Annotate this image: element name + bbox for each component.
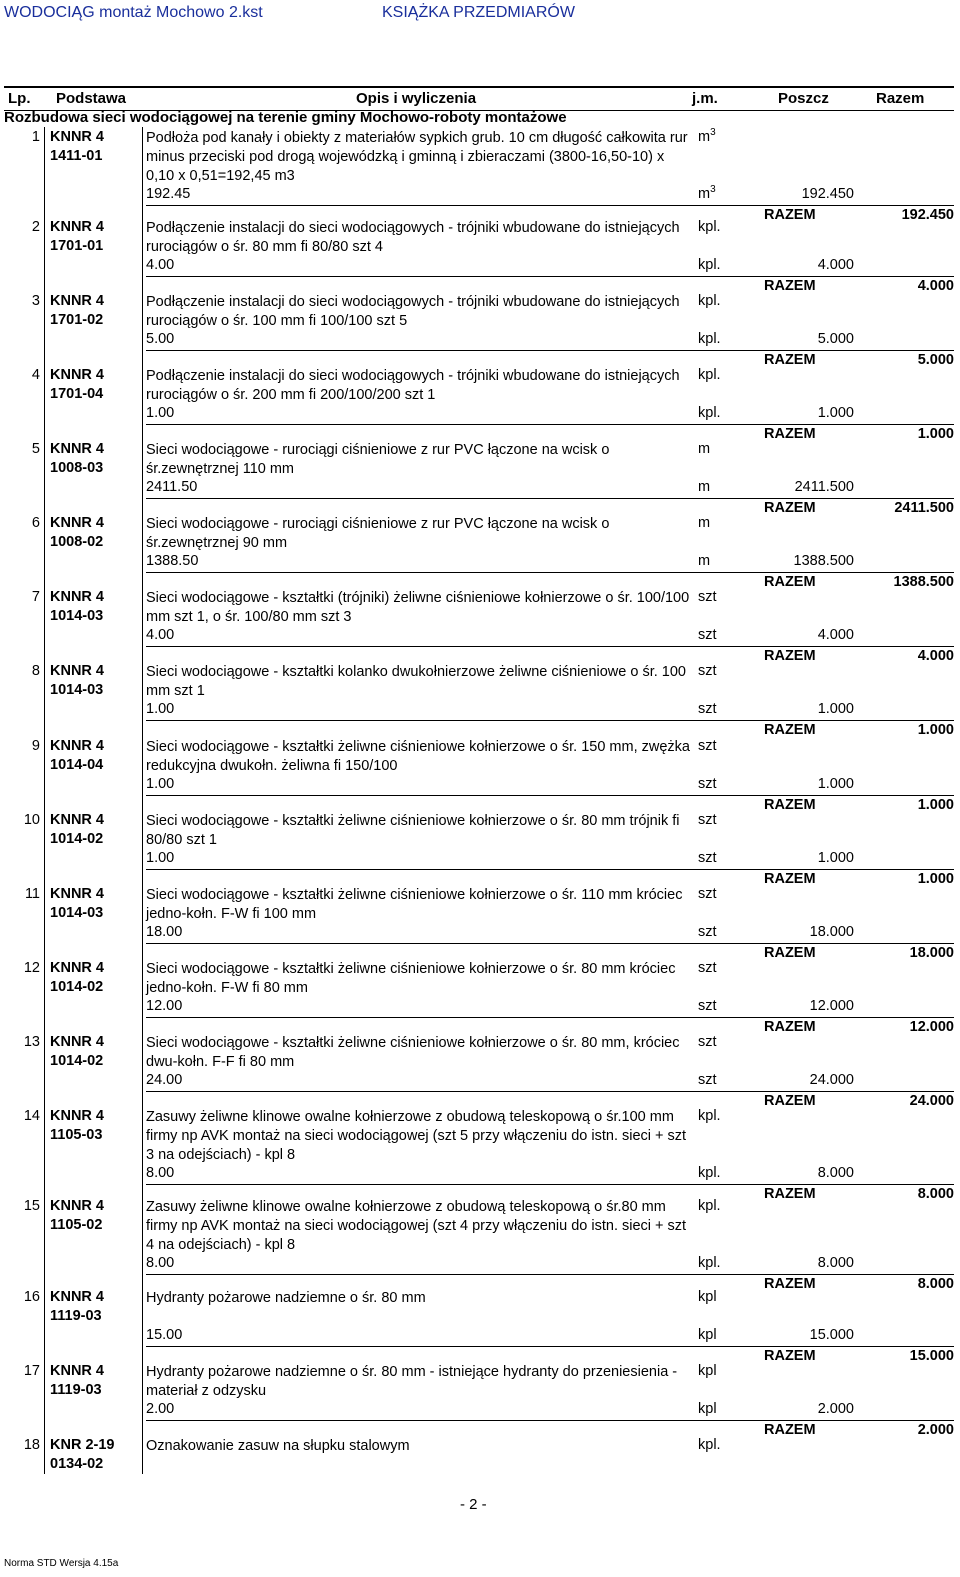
col-opis: Opis i wyliczenia [356, 90, 477, 107]
item-description: Sieci wodociągowe - kształtki żeliwne ciśnieniowe kołnierzowe o śr. 80 mm, króciec dwu-kołn. F-F fi 80 mm [146, 1035, 680, 1070]
item-code-catalog: KNNR 4 [50, 1289, 104, 1305]
item-number: 14 [23, 1108, 40, 1124]
item-unit: kpl. [698, 293, 721, 309]
item-number: 13 [23, 1034, 40, 1050]
quantity-unit: m [698, 479, 711, 495]
item-number: 17 [23, 1363, 40, 1379]
sum-label: RAZEM [764, 1093, 816, 1109]
item-number: 1 [31, 129, 40, 145]
item-description: Sieci wodociągowe - kształtki kolanko dwukołnierzowe żeliwne ciśnieniowe o śr. 100 mm szt 1 [146, 664, 686, 699]
item-code-position: 1014-04 [50, 757, 104, 773]
quantity-total: 4.000 [817, 257, 854, 273]
item-code-catalog: KNNR 4 [50, 812, 104, 828]
item-code-catalog: KNNR 4 [50, 589, 104, 605]
sum-label: RAZEM [764, 574, 816, 590]
item-description: Hydranty pożarowe nadziemne o śr. 80 mm [146, 1290, 426, 1306]
quantity-value: 15.00 [146, 1327, 183, 1343]
item-description: Zasuwy żeliwne klinowe owalne kołnierzowe z obudową teleskopową o śr.100 mm firmy np AVK montaż na sieci wodociągowej (szt 5 przy włączeniu do istn. sieci + szt 3 na odejściach) - kpl 8 [146, 1109, 687, 1163]
sum-label: RAZEM [764, 1348, 816, 1364]
item-description: Sieci wodociągowe - rurociągi ciśnieniowe z rur PVC łączone na wcisk o śr.zewnętrznej 90 mm [146, 516, 610, 551]
item-description: Podłączenie instalacji do sieci wodociągowych - trójniki wbudowane do istniejących rurociągów o śr. 200 mm fi 200/100/200 szt 1 [146, 368, 680, 403]
item-unit: kpl. [698, 1108, 721, 1124]
item-code-position: 1701-02 [50, 312, 104, 328]
item-description: Podłączenie instalacji do sieci wodociągowych - trójniki wbudowane do istniejących rurociągów o śr. 80 mm fi 80/80 szt 4 [146, 220, 680, 255]
sum-value: 24.000 [909, 1093, 954, 1109]
item-code-position: 1014-02 [50, 831, 104, 847]
item-code-position: 1008-02 [50, 534, 104, 550]
section-title: Rozbudowa sieci wodociągowej na terenie gminy Mochowo-roboty montażowe [4, 109, 567, 126]
footer-version: Norma STD Wersja 4.15a [4, 1558, 119, 1569]
quantity-value: 4.00 [146, 627, 175, 643]
col-lp: Lp. [8, 90, 31, 107]
sum-label: RAZEM [764, 1186, 816, 1202]
sum-value: 8.000 [917, 1276, 954, 1292]
document-title: WODOCIĄG montaż Mochowo 2.kst [4, 4, 263, 21]
item-unit: $m^3$ [698, 127, 716, 145]
quantity-total: 1388.500 [793, 553, 854, 569]
item-number: 5 [31, 441, 40, 457]
item-unit: kpl [698, 1289, 717, 1305]
item-unit: szt [698, 663, 717, 679]
item-code-position: 1014-03 [50, 905, 104, 921]
quantity-value: 2.00 [146, 1401, 175, 1417]
quantity-total: 2.000 [817, 1401, 854, 1417]
sum-value: 18.000 [909, 945, 954, 961]
item-number: 10 [23, 812, 40, 828]
sum-label: RAZEM [764, 1019, 816, 1035]
quantity-unit: kpl [698, 1327, 717, 1343]
quantity-value: 192.45 [146, 186, 191, 202]
quantity-unit: szt [698, 627, 717, 643]
item-number: 4 [31, 367, 40, 383]
item-number: 18 [23, 1437, 40, 1453]
item-code-catalog: KNNR 4 [50, 1108, 104, 1124]
sum-value: 8.000 [917, 1186, 954, 1202]
sum-value: 4.000 [917, 648, 954, 664]
sum-value: 192.450 [901, 207, 954, 223]
sum-value: 1.000 [917, 722, 954, 738]
item-number: 6 [31, 515, 40, 531]
quantity-unit: kpl. [698, 1255, 721, 1271]
quantity-value: 1.00 [146, 850, 175, 866]
item-unit: szt [698, 738, 717, 754]
item-number: 12 [23, 960, 40, 976]
sum-label: RAZEM [764, 1422, 816, 1438]
quantity-unit: szt [698, 998, 717, 1014]
sum-label: RAZEM [764, 648, 816, 664]
item-unit: kpl. [698, 1437, 721, 1453]
quantity-value: 24.00 [146, 1072, 183, 1088]
quantity-total: 8.000 [817, 1255, 854, 1271]
item-code-position: 1014-02 [50, 979, 104, 995]
quantity-value: 18.00 [146, 924, 183, 940]
quantity-value: 1.00 [146, 405, 175, 421]
item-number: 11 [24, 886, 40, 902]
quantity-value: 12.00 [146, 998, 183, 1014]
item-code-catalog: KNNR 4 [50, 960, 104, 976]
item-description: Sieci wodociągowe - kształtki (trójniki) żeliwne ciśnieniowe kołnierzowe o śr. 100/100 mm szt 1, o śr. 100/80 mm szt 3 [146, 590, 690, 625]
column-divider [44, 127, 45, 1474]
quantity-value: 4.00 [146, 257, 175, 273]
quantity-total: 12.000 [809, 998, 854, 1014]
item-number: 8 [31, 663, 40, 679]
item-code-catalog: KNNR 4 [50, 441, 104, 457]
quantity-total: 18.000 [809, 924, 854, 940]
quantity-value: 1.00 [146, 776, 175, 792]
col-poszcz: Poszcz [778, 90, 829, 107]
item-description: Sieci wodociągowe - kształtki żeliwne ciśnieniowe kołnierzowe o śr. 110 mm króciec jedno-kołn. F-W fi 100 mm [146, 887, 683, 922]
quantity-value: 8.00 [146, 1165, 175, 1181]
item-code-catalog: KNNR 4 [50, 1363, 104, 1379]
sum-value: 2411.500 [894, 500, 954, 516]
item-description: Sieci wodociągowe - rurociągi ciśnieniowe z rur PVC łączone na wcisk o śr.zewnętrznej 110 mm [146, 442, 610, 477]
item-unit: szt [698, 589, 717, 605]
item-unit: kpl. [698, 367, 721, 383]
item-code-position: 1014-02 [50, 1053, 104, 1069]
item-code-catalog: KNNR 4 [50, 738, 104, 754]
item-number: 16 [23, 1289, 40, 1305]
quantity-unit: kpl. [698, 1165, 721, 1181]
quantity-total: 5.000 [817, 331, 854, 347]
quantity-unit: $m^3$ [698, 184, 716, 202]
col-jm: j.m. [692, 90, 718, 107]
item-unit: szt [698, 960, 717, 976]
item-code-catalog: KNNR 4 [50, 219, 104, 235]
quantity-unit: szt [698, 1072, 717, 1088]
item-code-position: 1014-03 [50, 608, 104, 624]
item-unit: kpl. [698, 219, 721, 235]
sum-value: 1.000 [917, 426, 954, 442]
quantity-total: 192.450 [801, 186, 854, 202]
document-type-title: KSIĄŻKA PRZEDMIARÓW [382, 4, 575, 21]
item-description: Hydranty pożarowe nadziemne o śr. 80 mm - istniejące hydranty do przeniesienia - materiał z odzysku [146, 1364, 678, 1399]
quantity-total: 4.000 [817, 627, 854, 643]
item-code-catalog: KNNR 4 [50, 367, 104, 383]
quantity-total: 1.000 [817, 701, 854, 717]
item-code-position: 0134-02 [50, 1456, 104, 1472]
item-description: Zasuwy żeliwne klinowe owalne kołnierzowe z obudową teleskopową o śr.80 mm firmy np AVK montaż na sieci wodociągowej (szt 4 przy włączeniu do istn. sieci + szt 4 na odejściach) - kpl 8 [146, 1199, 687, 1253]
item-unit: m [698, 441, 711, 457]
quantity-total: 15.000 [809, 1327, 854, 1343]
item-code-catalog: KNNR 4 [50, 515, 104, 531]
sum-label: RAZEM [764, 278, 816, 294]
sum-label: RAZEM [764, 352, 816, 368]
sum-value: 1.000 [917, 797, 954, 813]
item-code-position: 1105-03 [50, 1127, 103, 1143]
item-code-position: 1014-03 [50, 682, 104, 698]
quantity-total: 1.000 [817, 850, 854, 866]
item-code-position: 1008-03 [50, 460, 104, 476]
item-unit: szt [698, 812, 717, 828]
col-razem: Razem [876, 90, 925, 107]
item-description: Oznakowanie zasuw na słupku stalowym [146, 1438, 410, 1454]
quantity-unit: kpl. [698, 257, 721, 273]
item-code-catalog: KNNR 4 [50, 886, 104, 902]
item-number: 15 [23, 1198, 40, 1214]
quantity-total: 24.000 [809, 1072, 854, 1088]
quantity-value: 1388.50 [146, 553, 199, 569]
item-code-catalog: KNNR 4 [50, 1198, 104, 1214]
quantity-unit: kpl [698, 1401, 717, 1417]
sum-label: RAZEM [764, 871, 816, 887]
quantity-unit: m [698, 553, 711, 569]
quantity-unit: szt [698, 701, 717, 717]
quantity-total: 1.000 [817, 405, 854, 421]
item-code-catalog: KNR 2-19 [50, 1437, 115, 1453]
col-podstawa: Podstawa [56, 90, 127, 107]
item-description: Sieci wodociągowe - kształtki żeliwne ciśnieniowe kołnierzowe o śr. 80 mm króciec jedno-kołn. F-W fi 80 mm [146, 961, 676, 996]
item-number: 3 [31, 293, 40, 309]
sum-value: 15.000 [909, 1348, 954, 1364]
item-code-position: 1701-01 [50, 238, 104, 254]
quantity-value: 2411.50 [146, 479, 198, 495]
sum-value: 12.000 [909, 1019, 954, 1035]
sum-label: RAZEM [764, 207, 816, 223]
sum-label: RAZEM [764, 945, 816, 961]
item-code-position: 1105-02 [50, 1217, 103, 1233]
quantity-total: 8.000 [817, 1165, 854, 1181]
item-code-catalog: KNNR 4 [50, 129, 104, 145]
item-unit: m [698, 515, 711, 531]
quantity-value: 1.00 [146, 701, 175, 717]
item-code-catalog: KNNR 4 [50, 293, 104, 309]
sum-value: 5.000 [917, 352, 954, 368]
item-unit: szt [698, 1034, 717, 1050]
item-number: 7 [31, 589, 40, 605]
sum-label: RAZEM [764, 722, 816, 738]
item-code-position: 1119-03 [50, 1308, 102, 1324]
quantity-unit: szt [698, 776, 717, 792]
item-number: 9 [31, 738, 40, 754]
sum-value: 1388.500 [893, 574, 954, 590]
quantity-value: 8.00 [146, 1255, 175, 1271]
item-code-position: 1119-03 [50, 1382, 102, 1398]
item-code-catalog: KNNR 4 [50, 1034, 104, 1050]
quantity-total: 2411.500 [794, 479, 854, 495]
sum-value: 2.000 [917, 1422, 954, 1438]
item-description: Podłączenie instalacji do sieci wodociągowych - trójniki wbudowane do istniejących rurociągów o śr. 100 mm fi 100/100 szt 5 [146, 294, 680, 329]
item-description: Sieci wodociągowe - kształtki żeliwne ciśnieniowe kołnierzowe o śr. 80 mm trójnik fi 80/80 szt 1 [146, 813, 680, 848]
sum-label: RAZEM [764, 1276, 816, 1292]
sum-label: RAZEM [764, 426, 816, 442]
quantity-unit: szt [698, 924, 717, 940]
item-unit: kpl. [698, 1198, 721, 1214]
item-code-position: 1411-01 [50, 148, 103, 164]
sum-value: 4.000 [917, 278, 954, 294]
item-description: Podłoża pod kanały i obiekty z materiałów sypkich grub. 10 cm długość całkowita rur minus przeciski pod drogą wojewódzką i gminną i zbieraczami (3800-16,50-10) x 0,10 x 0,51=192,45 m3 [146, 130, 688, 184]
sum-label: RAZEM [764, 500, 816, 516]
quantity-unit: kpl. [698, 331, 721, 347]
page-number: - 2 - [460, 1496, 487, 1513]
sum-label: RAZEM [764, 797, 816, 813]
sum-value: 1.000 [917, 871, 954, 887]
item-number: 2 [31, 219, 40, 235]
quantity-total: 1.000 [817, 776, 854, 792]
item-unit: kpl [698, 1363, 717, 1379]
item-code-position: 1701-04 [50, 386, 104, 402]
quantity-unit: szt [698, 850, 717, 866]
column-divider [142, 127, 143, 1474]
quantity-unit: kpl. [698, 405, 721, 421]
quantity-value: 5.00 [146, 331, 175, 347]
item-description: Sieci wodociągowe - kształtki żeliwne ciśnieniowe kołnierzowe o śr. 150 mm, zwężka redukcyjna dwukołn. żeliwna fi 150/100 [146, 739, 690, 774]
item-unit: szt [698, 886, 717, 902]
column-header-row [4, 86, 954, 111]
item-code-catalog: KNNR 4 [50, 663, 104, 679]
